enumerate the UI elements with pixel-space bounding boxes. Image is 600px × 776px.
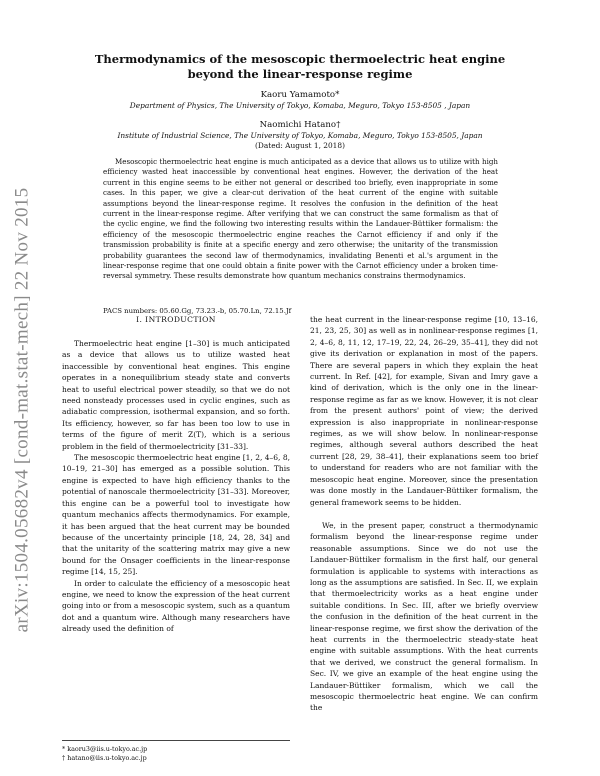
body-paragraph: In order to calculate the efficiency of a mesoscopic heat engine, we need to know the expression of the heat current going into or from a mesoscopic system, such as a quantum dot and a quantum wire. Although many researchers have already used the definition of [62, 578, 290, 634]
footnote-email: * kaoru3@iis.u-tokyo.ac.jp [62, 745, 148, 753]
paper-title: Thermodynamics of the mesoscopic thermoelectric heat engine beyond the linear-response regime [94, 52, 506, 81]
author-affiliation: Institute of Industrial Science, The University of Tokyo, Komaba, Meguro, Tokyo 153-8505, Japan [117, 131, 483, 140]
author-affiliation: Department of Physics, The University of Tokyo, Komaba, Meguro, Tokyo 153-8505 , Japan [129, 101, 471, 110]
right-column [310, 314, 538, 714]
body-paragraph: We, in the present paper, construct a thermodynamic formalism beyond the linear-response regime under reasonable assumptions. Since we do not use the Landauer-Büttiker formalism in the first half, our general formulation is applicable to systems with interactions as long as the assumptions are satisfied. In Sec. II, we explain that thermoelectricity works as a heat engine under suitable conditions. In Sec. III, after we briefly overview the confusion in the definition of the heat current in the linear-response regime, we first show the derivation of the heat currents in the thermoelectric steady-state heat engine with suitable assumptions. With the heat currents that we derived, we construct the general formalism. In Sec. IV, we give an example of the heat engine using the Landauer-Büttiker formalism, which we call the mesoscopic thermoelectric heat engine. We can confirm the [310, 520, 538, 713]
section-heading: I. INTRODUCTION [136, 315, 216, 324]
abstract: Mesoscopic thermoelectric heat engine is much anticipated as a device that allows us to utilize with high efficiency wasted heat inaccessible by conventional heat engines. However, the derivation of the heat current in this engine seems to be either not general or described too briefly, even inappropriate in some cases. In this paper, we give a clear-cut derivation of the heat current of the engine with suitable assumptions beyond the linear-response regime. It resolves the confusion in the definition of the heat current in the linear-response regime. After verifying that we can construct the same formalism as that of the cyclic engine, we find the following two interesting results within the Landauer-Büttiker formalism: the efficiency of the mesoscopic thermoelectric engine reaches the Carnot efficiency if and only if the transmission probability is finite at a specific energy and zero otherwise; the unitarity of the transmission probability guarantees the second law of thermodynamics, invalidating Benenti et al.'s argument in the linear-response regime that one could obtain a finite power with the Carnot efficiency under a broken time-reversal symmetry. These results demonstrate how quantum mechanics constrains thermodynamics. [103, 157, 498, 281]
body-paragraph: the heat current in the linear-response regime [10, 13–16, 21, 23, 25, 30] as well as in nonlinear-response regimes [1, 2, 4–6, 8, 11, 12, 17–19, 22, 24, 26–29, 35–41], they did not give its derivation or explanation in most of the papers. There are several papers in which they explain the heat current. In Ref. [42], for example, Sivan and Imry gave a kind of derivation, which is the only one in the linear-response regime as far as we know. However, it is not clear from the present authors' point of view; the derived expression is also inappropriate in nonlinear-response regimes, as we will show below. In nonlinear-response regimes, although several authors described the heat current [28, 29, 38–41], their explanations seem too brief to understand for readers who are not familiar with the mesoscopic heat engine. Moreover, since the presentation was done mostly in the Landauer-Büttiker formalism, the general framework seems to be hidden. [310, 315, 538, 507]
body-paragraph: The mesoscopic thermoelectric heat engine [1, 2, 4–6, 8, 10–19, 21–30] has emerged as a possible solution. This engine is expected to have high efficiency thanks to the potential of nanoscale thermoelectricity [31–33]. Moreover, this engine can be a powerful tool to investigate how quantum mechanics affects thermodynamics. For example, it has been argued that the heat current may be bounded because of the uncertainty principle [18, 24, 28, 34] and that the unitarity of the scattering matrix may give a new bound for the Onsager coefficients in the linear-response regime [14, 15, 25]. [62, 453, 290, 577]
pacs-numbers: PACS numbers: 05.60.Gg, 73.23.-b, 05.70.Ln, 72.15.Jf [103, 307, 292, 315]
left-column [62, 314, 290, 635]
author-name: Naomichi Hatano† [259, 120, 341, 130]
author-name: Kaoru Yamamoto* [260, 90, 340, 100]
body-paragraph: Thermoelectric heat engine [1–30] is much anticipated as a device that allows us to utilize wasted heat inaccessible by conventional heat engines. This engine operates in a nonequilibrium steady state and converts heat to useful electrical power steadily, so that we do not need nonsteady processes used in cyclic engines, such as adiabatic compression, isothermal expansion, and so forth. Its efficiency, however, so far has been too low to use in terms of the figure of merit Z(T), which is a serious problem in the field of thermoelectricity [31–33]. [62, 339, 290, 451]
footnote-email: † hatano@iis.u-tokyo.ac.jp [62, 754, 147, 762]
footnotes [62, 740, 290, 763]
date-line: (Dated: August 1, 2018) [255, 141, 345, 150]
arxiv-stamp [4, 150, 40, 670]
arxiv-stamp-text: arXiv:1504.05682v4 [cond-mat.stat-mech] 22 Nov 2015 [11, 187, 33, 633]
